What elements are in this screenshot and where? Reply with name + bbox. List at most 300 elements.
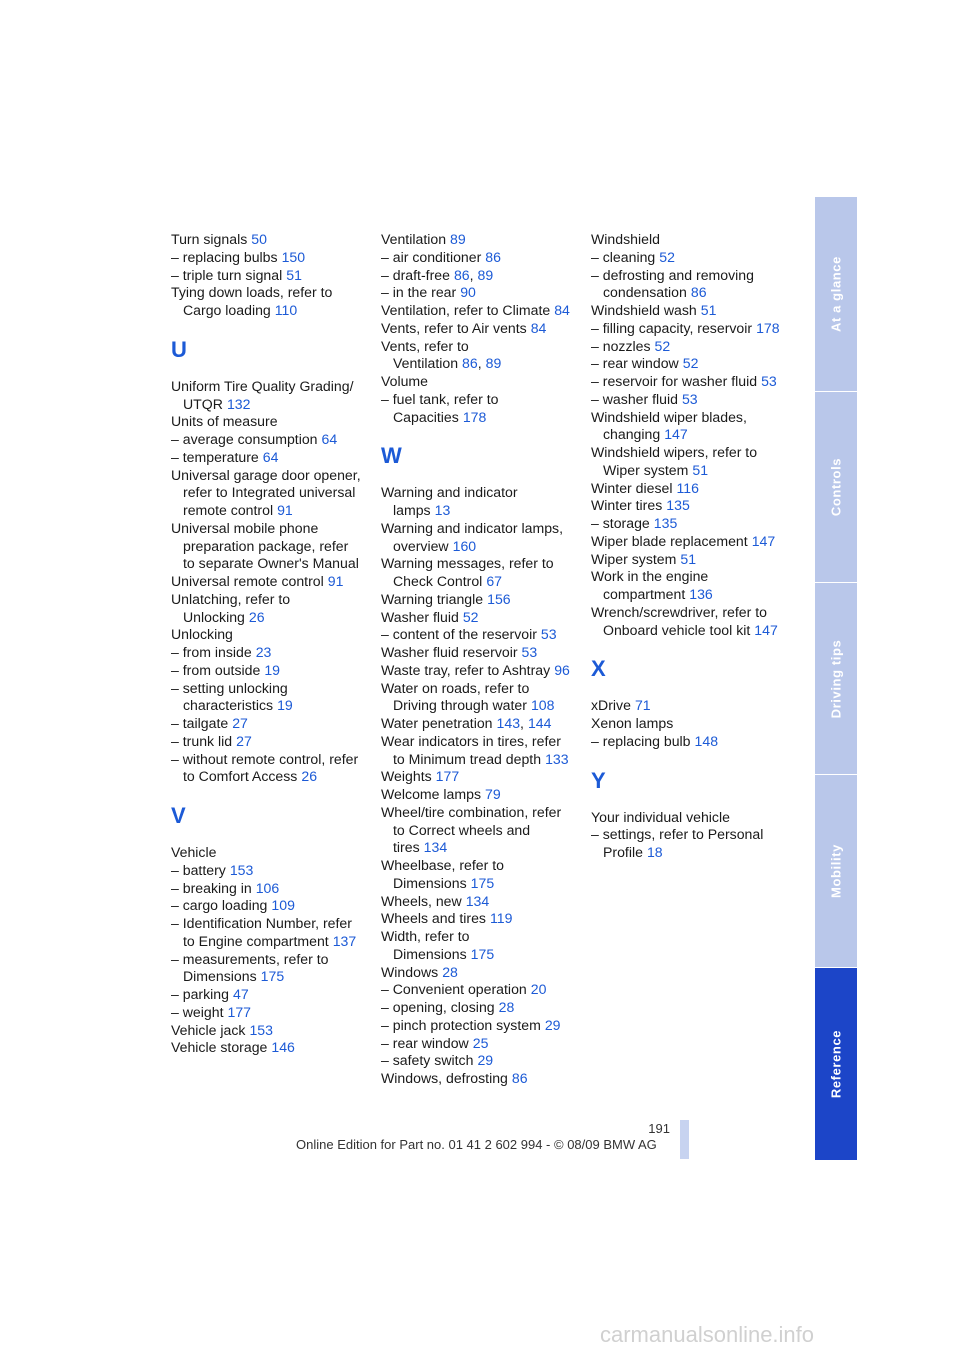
index-entry-continuation <box>171 555 371 573</box>
index-entry-text: Universal garage door opener, <box>171 466 361 483</box>
index-entry-text: Xenon lamps <box>591 715 674 731</box>
index-entry <box>591 697 791 715</box>
index-entry-text: – air conditioner <box>381 248 482 265</box>
page-ref-link[interactable]: 147 <box>754 621 778 638</box>
index-entry <box>171 284 371 302</box>
index-entry-text: – settings, refer to Personal <box>591 826 764 843</box>
index-entry-continuation <box>171 609 371 627</box>
page-ref-link[interactable]: 27 <box>232 715 248 731</box>
index-entry-text: Check Control <box>393 573 483 589</box>
page-ref-link[interactable]: 110 <box>274 302 298 318</box>
page-ref-link[interactable]: 136 <box>689 586 713 602</box>
page-ref-link[interactable]: 148 <box>694 732 719 749</box>
index-entry <box>171 267 371 285</box>
page-ref-link[interactable]: 108 <box>530 697 555 714</box>
index-entry-text: Wheel/tire combination, refer <box>381 803 562 820</box>
index-entry <box>171 951 371 969</box>
index-entry-text: Volume <box>381 373 429 389</box>
index-entry <box>381 662 581 680</box>
index-entry-continuation <box>381 697 581 715</box>
index-entry <box>381 804 581 822</box>
index-entry-text: – storage <box>591 515 650 531</box>
index-entry-text: Vehicle <box>171 844 217 860</box>
page-ref-link[interactable]: 91 <box>327 573 344 589</box>
sidebar-tab-at-a-glance[interactable] <box>815 197 857 391</box>
index-entry <box>171 844 371 862</box>
sidebar-tab-reference[interactable] <box>815 968 857 1160</box>
index-entry-text: Vents, refer to <box>381 337 469 354</box>
page-ref-link[interactable]: 86 <box>462 355 478 372</box>
index-entry <box>591 338 791 356</box>
index-entry-text: – pinch protection system <box>381 1016 541 1033</box>
page-ref-link[interactable]: 89 <box>477 266 494 283</box>
index-entry-text: – in the rear <box>381 284 457 301</box>
index-entry-continuation <box>171 396 371 414</box>
page-ref-separator: , <box>477 355 482 372</box>
index-entry-text: Washer fluid reservoir <box>381 644 518 660</box>
index-entry <box>591 604 791 622</box>
sidebar-tab-label: Mobility <box>828 844 844 898</box>
index-entry-text: – measurements, refer to <box>171 950 329 967</box>
index-entry-text: Wrench/screwdriver, refer to <box>591 603 767 620</box>
index-entry-text: to Correct wheels and <box>393 821 531 838</box>
page-ref-link[interactable]: 52 <box>654 337 671 354</box>
index-entry <box>381 893 581 911</box>
index-column-2 <box>381 231 581 1088</box>
page-ref-link[interactable]: 134 <box>423 839 448 856</box>
index-entry-text: Capacities <box>393 408 459 425</box>
index-entry-text: Vehicle storage <box>171 1039 268 1056</box>
index-entry-text: condensation <box>603 284 687 301</box>
page-ref-link[interactable]: 50 <box>251 231 267 247</box>
index-entry <box>171 249 371 267</box>
index-entry-text: Vehicle jack <box>171 1021 246 1038</box>
index-entry-text: – washer fluid <box>591 390 678 407</box>
page-ref-link[interactable]: 19 <box>264 661 280 678</box>
index-section-letter: V <box>171 803 186 828</box>
page-ref-link[interactable]: 53 <box>761 373 777 389</box>
sidebar-tab-controls[interactable] <box>815 392 857 582</box>
index-entry-text: – Identification Number, refer <box>171 915 352 931</box>
index-entry <box>381 484 581 502</box>
index-entry <box>381 786 581 804</box>
index-entry-text: Width, refer to <box>381 928 470 944</box>
index-entry-text: Your individual vehicle <box>591 808 730 825</box>
index-entry-text: Universal mobile phone <box>171 519 319 536</box>
index-entry <box>381 1070 581 1088</box>
index-entry-text: to Minimum tread depth <box>393 750 542 767</box>
page-ref-link[interactable]: 28 <box>498 999 515 1015</box>
index-entry <box>381 715 581 733</box>
index-entry-text: compartment <box>603 586 686 602</box>
index-entry <box>381 928 581 946</box>
page-ref-link[interactable]: 27 <box>236 732 252 749</box>
page-ref-link[interactable]: 19 <box>277 697 293 714</box>
page-ref-link[interactable]: 147 <box>664 426 688 443</box>
page-ref-link[interactable]: 79 <box>485 786 501 802</box>
index-entry <box>171 662 371 680</box>
index-entry <box>171 915 371 933</box>
index-entry <box>381 249 581 267</box>
index-entry-text: – content of the reservoir <box>381 626 537 643</box>
page-ref-link[interactable]: 84 <box>554 302 570 318</box>
index-entry <box>381 999 581 1017</box>
page-ref-link[interactable]: 153 <box>229 861 254 878</box>
page-ref-link[interactable]: 47 <box>232 986 249 1002</box>
index-entry-continuation <box>381 573 581 591</box>
index-entry-continuation <box>171 968 371 986</box>
index-section-letter: U <box>171 336 187 362</box>
index-entry-text: Windshield wiper blades, <box>591 408 747 425</box>
index-entry <box>171 680 371 698</box>
index-entry-continuation <box>591 844 791 862</box>
sidebar-tab-label: Controls <box>828 457 844 517</box>
page-ref-link[interactable]: 116 <box>676 479 699 496</box>
index-entry-text: Water on roads, refer to <box>381 679 530 696</box>
index-entry <box>591 568 791 586</box>
index-entry-continuation <box>381 355 581 373</box>
index-entry <box>591 826 791 844</box>
index-entry <box>171 413 371 431</box>
page-ref-link[interactable]: 51 <box>680 550 697 567</box>
index-entry-text: – tailgate <box>171 715 229 731</box>
index-entry <box>171 1039 371 1057</box>
index-entry <box>381 555 581 573</box>
index-entry-text: Warning and indicator lamps, <box>381 519 564 536</box>
index-entry <box>171 449 371 467</box>
index-entry <box>591 320 791 338</box>
page-ref-link[interactable]: 86 <box>690 284 707 301</box>
index-entry <box>591 551 791 569</box>
index-entry <box>381 231 581 249</box>
page-ref-link[interactable]: 119 <box>489 910 513 927</box>
page-number: 191 <box>648 1121 670 1136</box>
index-entry-text: – draft-free <box>381 266 450 283</box>
page-ref-link[interactable]: 132 <box>226 395 251 412</box>
page-ref-link[interactable]: 28 <box>442 963 458 980</box>
index-entry-text: Wiper system <box>591 550 677 567</box>
page-ref-link[interactable]: 178 <box>462 408 487 425</box>
index-entry-continuation <box>591 622 791 640</box>
index-entry-continuation <box>381 751 581 769</box>
index-entry-text: Unlocking <box>183 608 245 625</box>
index-entry-text: Ventilation, refer to Climate <box>381 302 551 318</box>
index-entry <box>171 715 371 733</box>
index-entry-text: – cargo loading <box>171 897 268 914</box>
sidebar-tab-mobility[interactable] <box>815 775 857 967</box>
index-entry <box>381 644 581 662</box>
page-ref-link[interactable]: 52 <box>682 355 699 372</box>
index-entry-text: Washer fluid <box>381 608 459 625</box>
page-ref-link[interactable]: 86 <box>453 266 470 283</box>
index-entry <box>381 857 581 875</box>
index-entry <box>381 680 581 698</box>
index-entry-text: Windows <box>381 963 439 980</box>
index-entry <box>381 626 581 644</box>
index-entry-text: – parking <box>171 986 229 1002</box>
index-entry <box>591 391 791 409</box>
page-ref-link[interactable]: 178 <box>756 319 780 336</box>
index-entry-text: xDrive <box>591 697 631 714</box>
index-entry <box>381 391 581 409</box>
page-ref-link[interactable]: 175 <box>260 968 285 985</box>
page-ref-link[interactable]: 133 <box>545 750 569 767</box>
page-ref-link[interactable]: 64 <box>262 448 279 465</box>
index-entry <box>171 644 371 662</box>
page-ref-link[interactable]: 96 <box>554 661 570 678</box>
index-entry-text: Wear indicators in tires, refer <box>381 732 561 749</box>
page-ref-link[interactable]: 150 <box>281 248 306 265</box>
index-entry-text: Ventilation <box>393 355 459 372</box>
index-entry-text: Turn signals <box>171 231 248 247</box>
page-ref-link[interactable]: 134 <box>465 892 490 909</box>
index-entry <box>591 409 791 427</box>
index-entry-text: Dimensions <box>393 874 467 891</box>
page-ref-link[interactable]: 53 <box>521 644 538 660</box>
index-entry-text: Water penetration <box>381 715 493 731</box>
index-entry <box>591 249 791 267</box>
watermark: carmanualsonline.info <box>600 1322 815 1347</box>
index-entry <box>381 1017 581 1035</box>
page-ref-link[interactable]: 51 <box>286 266 302 283</box>
index-entry-continuation <box>171 484 371 502</box>
page-ref-link[interactable]: 135 <box>666 497 690 514</box>
index-entry-text: – defrosting and removing <box>591 266 754 283</box>
index-entry-text: – average consumption <box>171 431 318 447</box>
page-ref-link[interactable]: 177 <box>435 768 460 785</box>
index-entry-text: – safety switch <box>381 1052 474 1069</box>
page-ref-link[interactable]: 64 <box>321 431 338 447</box>
sidebar-tab-label: Reference <box>828 1029 844 1099</box>
page-ref-link[interactable]: 137 <box>332 932 357 949</box>
sidebar-tab-label: Driving tips <box>828 639 844 718</box>
index-entry-text: Unlatching, refer to <box>171 590 291 607</box>
index-entry-text: Wiper blade replacement <box>591 532 748 549</box>
index-entry-text: Cargo loading <box>183 302 271 318</box>
index-entry <box>591 373 791 391</box>
index-entry <box>171 231 371 249</box>
index-entry-text: Warning triangle <box>381 590 484 607</box>
index-entry-text: Winter diesel <box>591 479 673 496</box>
index-entry-text: Onboard vehicle tool kit <box>603 621 751 638</box>
page-ref-link[interactable]: 51 <box>692 461 709 478</box>
index-entry-text: – rear window <box>591 355 679 372</box>
index-entry <box>171 986 371 1004</box>
index-entry-text: Uniform Tire Quality Grading/ <box>171 377 354 394</box>
index-section-letter: X <box>591 656 606 682</box>
index-entry-continuation <box>381 946 581 964</box>
index-entry <box>171 378 371 396</box>
index-entry <box>381 320 581 338</box>
page-ref-link[interactable]: 84 <box>530 319 547 336</box>
index-entry-continuation <box>591 426 791 444</box>
index-entry-text: – replacing bulb <box>591 732 691 749</box>
index-entry <box>591 444 791 462</box>
index-entry-text: Wheels, new <box>381 892 462 909</box>
index-entry-text: Work in the engine <box>591 568 709 585</box>
index-entry <box>381 1035 581 1053</box>
index-entry-text: – Convenient operation <box>381 981 527 998</box>
index-entry-text: – rear window <box>381 1034 469 1051</box>
index-entry-text: Windshield <box>591 231 660 247</box>
page-ref-link[interactable]: 89 <box>450 231 466 247</box>
index-entry <box>171 467 371 485</box>
index-entry <box>171 520 371 538</box>
index-entry-continuation <box>171 502 371 520</box>
index-entry <box>381 609 581 627</box>
index-entry-text: lamps <box>393 502 431 518</box>
page-ref-link[interactable]: 146 <box>271 1039 295 1056</box>
page-ref-link[interactable]: 160 <box>452 537 477 554</box>
index-entry <box>171 1022 371 1040</box>
index-entry-text: Windows, defrosting <box>381 1070 508 1086</box>
page-ref-separator: , <box>520 715 524 731</box>
sidebar-tab-label: At a glance <box>828 256 844 332</box>
page-ref-link[interactable]: 175 <box>470 945 495 962</box>
index-entry-continuation <box>381 822 581 840</box>
page-ref-link[interactable]: 156 <box>487 590 511 607</box>
index-entry-text: remote control <box>183 502 274 518</box>
index-entry-text: changing <box>603 426 661 443</box>
page-ref-link[interactable]: 29 <box>544 1016 561 1033</box>
index-entry <box>381 520 581 538</box>
page-ref-link[interactable]: 86 <box>485 248 501 265</box>
index-entry-text: Waste tray, refer to Ashtray <box>381 661 551 678</box>
page-ref-link[interactable]: 26 <box>248 608 265 625</box>
index-entry-text: Welcome lamps <box>381 786 481 802</box>
index-entry <box>381 338 581 356</box>
page-ref-link[interactable]: 71 <box>634 697 651 714</box>
index-entry <box>591 302 791 320</box>
index-entry-text: – replacing bulbs <box>171 248 278 265</box>
index-entry-text: Driving through water <box>393 697 527 714</box>
index-entry-text: to separate Owner's Manual <box>183 555 359 572</box>
page-ref-link[interactable]: 52 <box>659 248 675 265</box>
index-entry <box>171 626 371 644</box>
index-entry <box>171 733 371 751</box>
index-entry-text: – triple turn signal <box>171 266 283 283</box>
page-ref-link[interactable]: 91 <box>277 502 293 518</box>
index-entry <box>381 910 581 928</box>
index-entry-text: UTQR <box>183 395 223 412</box>
index-entry <box>591 480 791 498</box>
index-entry-text: Windshield wipers, refer to <box>591 444 758 460</box>
page-ref-link[interactable]: 135 <box>653 515 678 531</box>
index-entry-text: – setting unlocking <box>171 679 288 696</box>
index-section-letter: Y <box>591 767 606 793</box>
page-ref-link[interactable]: 109 <box>271 897 295 914</box>
index-entry-text: – battery <box>171 861 226 878</box>
index-entry <box>381 768 581 786</box>
page-ref-link[interactable]: 67 <box>486 573 502 589</box>
index-entry-text: to Engine compartment <box>183 932 329 949</box>
index-entry-text: Units of measure <box>171 413 278 430</box>
index-entry <box>381 284 581 302</box>
index-entry <box>171 431 371 449</box>
index-entry-text: Vents, refer to Air vents <box>381 319 527 336</box>
index-entry <box>171 1004 371 1022</box>
index-entry <box>171 573 371 591</box>
index-entry-continuation <box>591 586 791 604</box>
page-ref-link[interactable]: 53 <box>540 626 557 643</box>
index-entry-text: Winter tires <box>591 497 663 514</box>
index-entry-text: – reservoir for washer fluid <box>591 373 758 389</box>
page-ref-link[interactable]: 90 <box>460 284 476 301</box>
index-entry-continuation <box>591 462 791 480</box>
index-entry-text: Universal remote control <box>171 573 324 589</box>
index-entry-continuation <box>171 302 371 320</box>
index-entry-text: – from inside <box>171 644 252 660</box>
index-entry-text: – breaking in <box>171 879 252 896</box>
page-ref-link[interactable]: 25 <box>472 1034 489 1051</box>
index-entry <box>381 267 581 285</box>
index-entry <box>591 355 791 373</box>
page-ref-link[interactable]: 26 <box>301 768 318 785</box>
index-entry-continuation <box>171 697 371 715</box>
index-entry-text: overview <box>393 537 449 554</box>
index-entry-continuation <box>381 839 581 857</box>
page-ref-link[interactable]: 143 <box>496 715 521 731</box>
index-entry <box>381 591 581 609</box>
page-ref-link[interactable]: 89 <box>485 355 502 372</box>
page-ref-link[interactable]: 106 <box>255 879 280 896</box>
sidebar-tab-driving-tips[interactable] <box>815 583 857 774</box>
page-ref-link[interactable]: 20 <box>530 981 547 998</box>
page-number-marker <box>680 1120 689 1159</box>
index-entry-text: Wheelbase, refer to <box>381 857 504 873</box>
index-entry-text: – from outside <box>171 661 261 678</box>
index-entry-text: Windshield wash <box>591 302 697 318</box>
page-ref-link[interactable]: 147 <box>751 532 776 549</box>
index-entry-text: preparation package, refer <box>183 537 349 554</box>
index-entry-text: – temperature <box>171 448 259 465</box>
index-column-1 <box>171 231 371 1057</box>
index-entry-text: Unlocking <box>171 626 233 643</box>
index-entry <box>171 897 371 915</box>
index-entry <box>381 373 581 391</box>
page-ref-link[interactable]: 177 <box>227 1003 252 1020</box>
index-entry-text: – opening, closing <box>381 999 495 1015</box>
page-ref-link[interactable]: 51 <box>700 302 717 318</box>
page-ref-link[interactable]: 175 <box>470 874 495 891</box>
index-entry-continuation <box>171 933 371 951</box>
page-ref-link[interactable]: 53 <box>681 390 698 407</box>
index-entry-text: Wheels and tires <box>381 910 486 927</box>
index-entry-text: Weights <box>381 768 432 785</box>
page-ref-link[interactable]: 18 <box>646 844 663 860</box>
page-ref-link[interactable]: 13 <box>434 502 451 518</box>
index-entry <box>171 591 371 609</box>
index-entry-continuation <box>381 538 581 556</box>
page-ref-link[interactable]: 153 <box>249 1021 273 1038</box>
page-ref-link[interactable]: 86 <box>511 1070 528 1086</box>
index-entry-text: – filling capacity, reservoir <box>591 319 753 336</box>
index-entry-text: refer to Integrated universal <box>183 484 356 501</box>
index-entry <box>381 1052 581 1070</box>
page-ref-link[interactable]: 29 <box>477 1052 494 1069</box>
page-ref-link[interactable]: 23 <box>255 644 272 660</box>
page-ref-link[interactable]: 144 <box>527 715 552 731</box>
index-entry-text: Dimensions <box>393 945 467 962</box>
page-ref-link[interactable]: 52 <box>462 608 479 625</box>
index-column-3 <box>591 231 791 862</box>
index-entry-text: Profile <box>603 844 643 860</box>
index-entry-text: Warning messages, refer to <box>381 555 554 572</box>
index-entry-continuation <box>171 768 371 786</box>
index-entry <box>381 981 581 999</box>
index-entry-continuation <box>381 409 581 427</box>
index-entry-text: – nozzles <box>591 337 651 354</box>
